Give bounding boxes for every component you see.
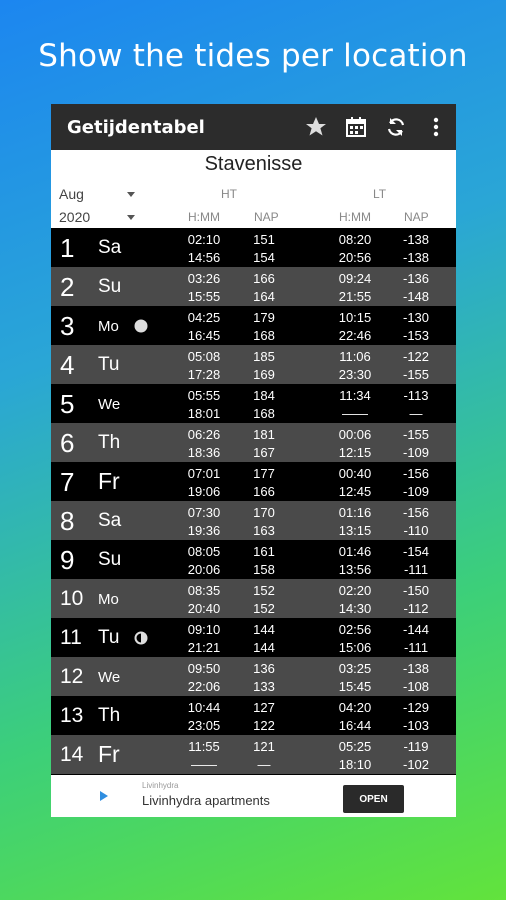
lt-nap: -113 (403, 388, 429, 403)
lt-nap: -103 (402, 718, 430, 733)
lt-time: 22:46 (338, 328, 372, 343)
lt-nap: -109 (402, 445, 430, 460)
lt-time: 21:55 (338, 289, 372, 304)
day-number: 8 (60, 506, 75, 536)
ht-time: 02:10 (187, 232, 221, 247)
ht-nap: 122 (253, 718, 275, 733)
lt-nap: -109 (402, 484, 430, 499)
ht-time: 19:36 (187, 523, 221, 538)
ht-nap: 154 (253, 250, 275, 265)
table-row[interactable] (51, 267, 456, 306)
ht-label: HT (221, 187, 237, 201)
location-title: Stavenisse (204, 153, 303, 175)
ht-time: 20:40 (187, 601, 221, 616)
lt-time: 08:20 (338, 232, 372, 247)
ht-nap: 127 (253, 700, 275, 715)
day-number: 9 (60, 545, 75, 575)
ht-nap: 166 (253, 484, 275, 499)
lt-time: 15:06 (338, 640, 372, 655)
day-of-week: Th (98, 705, 121, 726)
ht-nap: 181 (253, 427, 275, 442)
lt-nap: — (409, 406, 423, 421)
lt-nap-label: NAP (404, 210, 429, 224)
lt-nap: -156 (402, 505, 430, 520)
lt-nap: -122 (402, 349, 430, 364)
lt-time: 09:24 (338, 271, 372, 286)
ht-nap: 177 (253, 466, 275, 481)
lt-nap: -108 (402, 679, 430, 694)
ht-time: 11:55 (188, 739, 220, 754)
ht-time: 07:30 (187, 505, 221, 520)
lt-time: 12:45 (338, 484, 372, 499)
ad-open-button[interactable]: OPEN (343, 785, 404, 813)
lt-nap: -138 (402, 232, 430, 247)
table-row[interactable] (51, 462, 456, 501)
day-of-week: Sa (98, 510, 122, 531)
day-of-week: Mo (98, 591, 119, 608)
ad-advertiser: Livinhydra (142, 781, 179, 790)
table-row[interactable] (51, 306, 456, 345)
day-of-week: Su (98, 549, 122, 570)
day-number: 2 (60, 272, 75, 302)
ht-nap: 168 (253, 328, 275, 343)
month-value: Aug (59, 186, 84, 202)
lt-nap: -144 (402, 622, 430, 637)
table-row[interactable] (51, 501, 456, 540)
day-of-week: Fr (98, 741, 120, 767)
ad-choices-icon[interactable] (97, 789, 111, 803)
app-screen (51, 104, 456, 817)
ht-time: 03:26 (187, 271, 221, 286)
lt-time: 02:20 (338, 583, 372, 598)
lt-time: 01:16 (338, 505, 372, 520)
calendar-icon[interactable] (336, 104, 376, 150)
ht-time: 08:05 (187, 544, 221, 559)
day-of-week: Th (98, 432, 121, 453)
lt-time: 00:06 (338, 427, 372, 442)
day-of-week: We (98, 669, 121, 686)
table-row[interactable] (51, 579, 456, 618)
day-number: 1 (60, 233, 75, 263)
day-of-week: Tu (98, 627, 120, 648)
ht-nap: 121 (253, 739, 275, 754)
ht-time: 10:44 (187, 700, 221, 715)
lt-nap: -150 (402, 583, 430, 598)
ht-nap: 158 (253, 562, 275, 577)
year-dropdown[interactable] (59, 209, 139, 225)
day-number: 13 (60, 704, 84, 727)
lt-time: 13:56 (338, 562, 372, 577)
lt-time: 04:20 (338, 700, 372, 715)
app-title: Getijdentabel (67, 116, 205, 138)
ht-time: 14:56 (187, 250, 221, 265)
lt-nap: -102 (402, 757, 430, 772)
half-moon-icon (133, 630, 149, 646)
ht-time: 05:55 (187, 388, 221, 403)
ht-time: —— (191, 757, 217, 772)
ht-nap: 144 (253, 640, 275, 655)
table-header (51, 150, 456, 228)
table-row[interactable] (51, 696, 456, 735)
day-number: 10 (60, 587, 84, 610)
chevron-down-icon (127, 192, 135, 197)
lt-nap: -130 (402, 310, 430, 325)
lt-nap: -148 (402, 289, 430, 304)
table-row[interactable] (51, 345, 456, 384)
ht-time: 09:50 (187, 661, 221, 676)
day-of-week: We (98, 396, 121, 413)
lt-time: 11:34 (339, 388, 371, 403)
day-number: 4 (60, 350, 75, 380)
ht-nap: — (257, 757, 271, 772)
lt-time: 20:56 (338, 250, 372, 265)
lt-nap: -138 (402, 250, 430, 265)
promo-title: Show the tides per location (38, 38, 468, 74)
more-options-icon[interactable] (416, 104, 456, 150)
ht-nap: 161 (253, 544, 275, 559)
lt-time: 16:44 (338, 718, 372, 733)
lt-hmm-label: H:MM (339, 210, 371, 224)
star-icon[interactable] (296, 104, 336, 150)
day-of-week: Tu (98, 354, 120, 375)
lt-time: 03:25 (338, 661, 372, 676)
ht-nap: 136 (253, 661, 275, 676)
lt-time: 01:46 (338, 544, 372, 559)
ht-nap: 163 (253, 523, 275, 538)
ht-nap: 169 (253, 367, 275, 382)
ht-time: 19:06 (187, 484, 221, 499)
table-row[interactable] (51, 423, 456, 462)
ht-time: 15:55 (187, 289, 221, 304)
ht-nap: 179 (253, 310, 275, 325)
ht-time: 22:06 (187, 679, 221, 694)
ht-time: 05:08 (187, 349, 221, 364)
lt-nap: -111 (403, 562, 429, 577)
ht-nap: 133 (253, 679, 275, 694)
lt-nap: -155 (402, 427, 430, 442)
table-row[interactable] (51, 657, 456, 696)
lt-nap: -110 (403, 523, 429, 538)
lt-time: 11:06 (339, 349, 371, 364)
lt-nap: -154 (402, 544, 430, 559)
month-dropdown[interactable] (59, 186, 139, 202)
lt-time: 14:30 (338, 601, 372, 616)
ht-time: 06:26 (187, 427, 221, 442)
day-number: 7 (60, 467, 75, 497)
ht-nap-label: NAP (254, 210, 279, 224)
table-row[interactable] (51, 618, 456, 657)
ht-nap: 185 (253, 349, 275, 364)
app-bar (51, 104, 456, 150)
day-of-week: Fr (98, 468, 120, 494)
lt-nap: -155 (402, 367, 430, 382)
ht-nap: 166 (253, 271, 275, 286)
ht-nap: 144 (253, 622, 275, 637)
table-row[interactable] (51, 384, 456, 423)
ht-nap: 170 (253, 505, 275, 520)
lt-time: 15:45 (338, 679, 372, 694)
lt-nap: -136 (402, 271, 430, 286)
ht-time: 04:25 (187, 310, 221, 325)
lt-time: 10:15 (338, 310, 372, 325)
day-number: 12 (60, 665, 84, 688)
lt-nap: -119 (403, 739, 429, 754)
lt-nap: -112 (403, 601, 429, 616)
ht-time: 09:10 (187, 622, 221, 637)
day-number: 5 (60, 389, 75, 419)
lt-nap: -156 (402, 466, 430, 481)
ht-time: 16:45 (187, 328, 221, 343)
ht-time: 20:06 (187, 562, 221, 577)
ht-time: 21:21 (187, 640, 221, 655)
refresh-icon[interactable] (376, 104, 416, 150)
ht-time: 08:35 (187, 583, 221, 598)
lt-time: 00:40 (338, 466, 372, 481)
ht-time: 23:05 (187, 718, 221, 733)
lt-time: 12:15 (338, 445, 372, 460)
lt-time: 18:10 (338, 757, 372, 772)
day-of-week: Sa (98, 237, 122, 258)
ht-time: 17:28 (187, 367, 221, 382)
table-row[interactable] (51, 228, 456, 267)
ht-nap: 168 (253, 406, 275, 421)
ht-time: 07:01 (187, 466, 221, 481)
year-value: 2020 (59, 209, 91, 225)
lt-time: 02:56 (338, 622, 372, 637)
table-row[interactable] (51, 735, 456, 774)
ad-title[interactable]: Livinhydra apartments (142, 793, 270, 808)
lt-time: —— (342, 406, 368, 421)
day-of-week: Su (98, 276, 122, 297)
lt-nap: -138 (402, 661, 430, 676)
ht-nap: 164 (253, 289, 275, 304)
day-of-week: Mo (98, 318, 119, 335)
lt-nap: -129 (402, 700, 430, 715)
ht-time: 18:36 (187, 445, 221, 460)
day-number: 3 (60, 311, 75, 341)
lt-time: 23:30 (338, 367, 372, 382)
ht-nap: 167 (253, 445, 275, 460)
full-moon-icon (133, 318, 149, 334)
ht-time: 18:01 (187, 406, 221, 421)
day-number: 11 (60, 626, 82, 649)
ht-hmm-label: H:MM (188, 210, 220, 224)
ht-nap: 152 (253, 583, 275, 598)
ht-nap: 152 (253, 601, 275, 616)
chevron-down-icon (127, 215, 135, 220)
tide-table (51, 228, 456, 774)
lt-nap: -111 (403, 640, 429, 655)
day-number: 14 (60, 743, 84, 766)
lt-label: LT (373, 187, 387, 201)
lt-nap: -153 (402, 328, 430, 343)
lt-time: 13:15 (338, 523, 372, 538)
ad-banner[interactable] (51, 775, 456, 817)
day-number: 6 (60, 428, 75, 458)
ht-nap: 151 (253, 232, 275, 247)
table-row[interactable] (51, 540, 456, 579)
lt-time: 05:25 (338, 739, 372, 754)
ht-nap: 184 (253, 388, 275, 403)
